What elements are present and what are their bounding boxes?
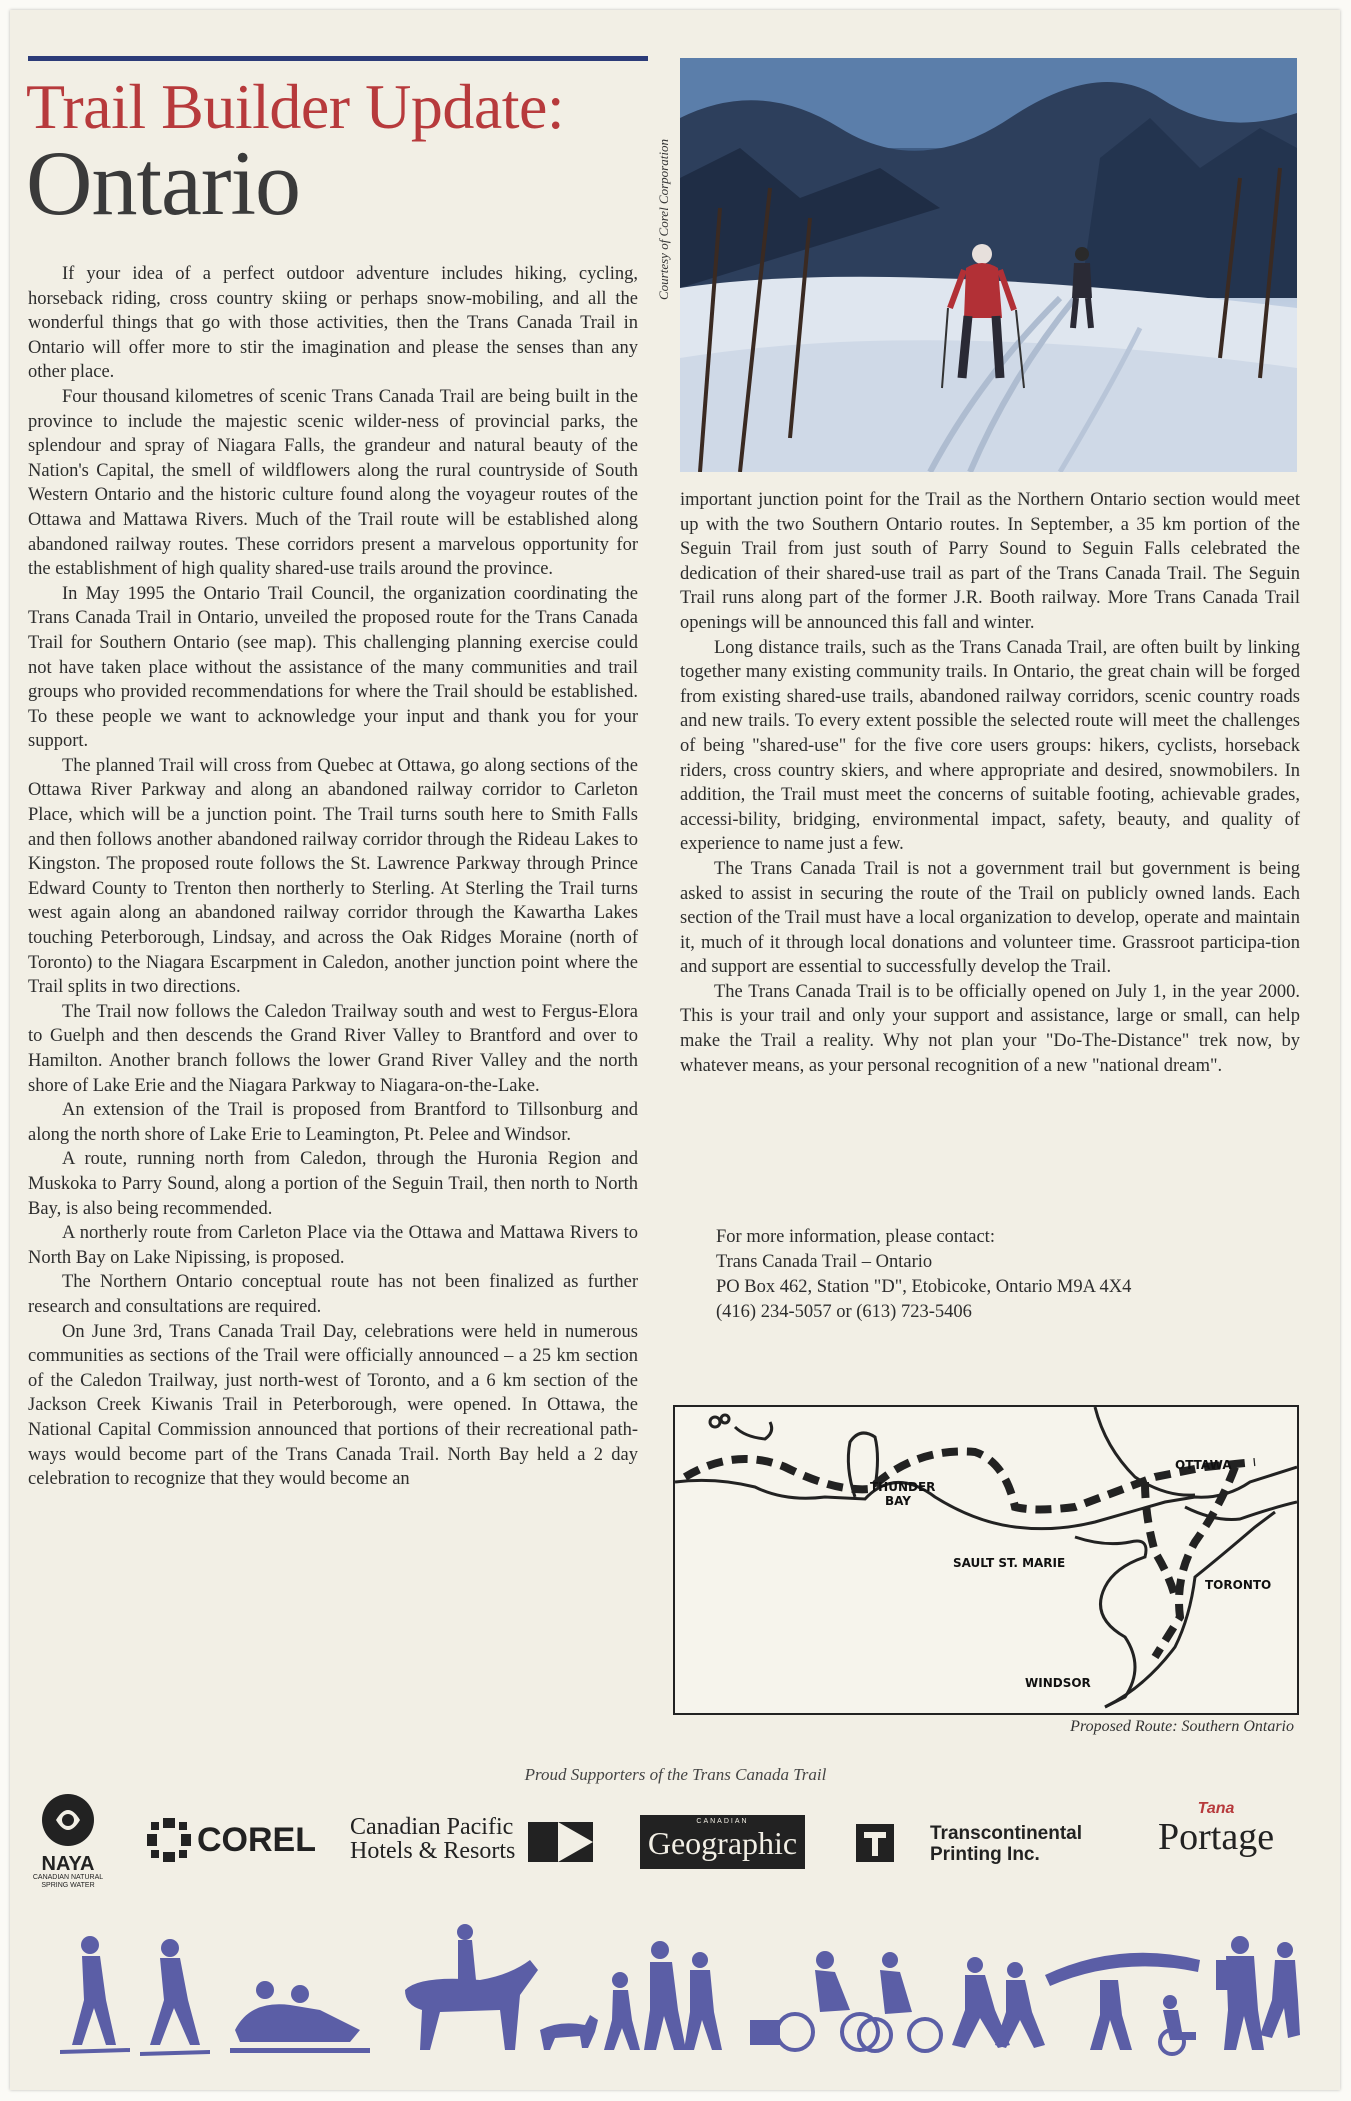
hiker-icon	[644, 1941, 686, 2050]
cp-multimark-icon	[528, 1822, 593, 1862]
corel-logo	[145, 1815, 316, 1865]
corel-balloon-icon	[145, 1816, 193, 1864]
naya-name: NAYA	[41, 1853, 95, 1875]
horse-rider-icon	[405, 1924, 538, 2050]
corel-name: COREL	[197, 1820, 316, 1859]
map-label-windsor: WINDSOR	[1025, 1676, 1091, 1690]
cyclist-icon	[859, 1952, 941, 2051]
runner-icon	[995, 1962, 1045, 2048]
paragraph: important junction point for the Trail as the Northern Ontario section would meet up with the two Southern Ontario routes. In September, a 35 km portion of the Seguin Trail from just south of Parry Sound to Seguin Falls celebrated the dedication of their shared-use trail as part of the Trans Canada Trail. The Seguin Trail runs along part of the former J.R. Booth railway. More Trans Canada Trail openings will be announced this fall and winter.	[680, 490, 1300, 633]
paragraph: If your idea of a perfect outdoor adventure includes hiking, cycling, horseback riding, cross country skiing or perhaps snow-mobiling, and all the wonderful things that go with those activities, then the Trans Canada Trail in Ontario will offer more to stir the imagination and please the senses than any other place.	[28, 264, 638, 383]
map-label-thunder-bay: THUNDER	[870, 1480, 936, 1494]
paragraph: On June 3rd, Trans Canada Trail Day, celebrations were held in numerous communities as sections of the Trail were officially announced – a 25 km section of the Caledon Trailway, just north-west of Toronto, and a 6 km section of the Jackson Creek Kiwanis Trail in Peterborough, were opened. In Ottawa, the National Capital Commission announced that portions of their recreational path-ways would become part of the Trans Canada Trail. North Bay held a 2 day celebration to recognize that they would become an	[28, 1321, 638, 1490]
paragraph: The planned Trail will cross from Quebec at Ottawa, go along sections of the Ottawa River Parkway and along an abandoned railway corridor to Carleton Place, which will be a junction point. The Trail turns south here to Smith Falls and then follows another abandoned railway corridor through the Rideau Lakes to Kingston. The proposed route follows the St. Lawrence Parkway through Prince Edward County to Trenton then northerly to Sterling. At Sterling the Trail turns west again along an abandoned railway corridor through the Kawartha Lakes touching Peterborough, Lindsay, and across the Oak Ridges Moraine (north of Toronto) to the Niagara Escarpment in Caledon, another junction point where the Trail splits in two directions.	[28, 755, 638, 998]
cp-emblem	[528, 1822, 593, 1866]
trail-users-figures	[60, 1920, 1300, 2060]
skier-icon	[60, 1936, 130, 2054]
canadian-geographic-logo	[640, 1815, 805, 1869]
wheelchair-icon	[1160, 1995, 1196, 2054]
naya-logo	[28, 1790, 108, 1890]
paragraph: The Northern Ontario conceptual route has not been finalized as further research and consultations are required.	[28, 1272, 638, 1317]
contact-block	[716, 1225, 1276, 1325]
contact-intro: For more information, please contact:	[716, 1227, 995, 1247]
contact-address: PO Box 462, Station "D", Etobicoke, Ontario M9A 4X4	[716, 1277, 1132, 1297]
hiker-icon	[684, 1952, 722, 2050]
naya-emblem-icon	[38, 1790, 98, 1850]
map-caption: Proposed Route: Southern Ontario	[1070, 1718, 1294, 1735]
map-label-thunder-bay-2: BAY	[885, 1494, 911, 1508]
naya-sub2: SPRING WATER	[41, 1882, 95, 1889]
transcontinental-icon	[856, 1824, 894, 1862]
paragraph: A route, running north from Caledon, through the Huronia Region and Muskoka to Parry Sound, along a portion of the Seguin Trail, then north to North Bay, is also being recommended.	[28, 1149, 638, 1219]
tana-name: Tana	[1197, 1800, 1235, 1817]
dog-icon	[540, 2015, 598, 2050]
paragraph: A northerly route from Carleton Place via the Ottawa and Mattawa Rivers to North Bay on Lake Nipissing, is proposed.	[28, 1223, 638, 1268]
header-rule	[28, 56, 648, 61]
ontario-map	[675, 1407, 1297, 1713]
cp-line2: Hotels & Resorts	[350, 1838, 516, 1864]
backpacker-icon	[1216, 1936, 1264, 2050]
page-subtitle: Ontario	[26, 132, 301, 234]
skiers-photo	[680, 58, 1297, 472]
paragraph: The Trail now follows the Caledon Trailway south and west to Fergus-Elora to Guelph and then descends the Grand River Valley to Brantford and over to Hamilton. Another branch follows the lower Grand River Valley and the north shore of Lake Erie and the Niagara Parkway to Niagara-on-the-Lake.	[28, 1001, 638, 1096]
geo-name: Geographic	[647, 1825, 798, 1861]
supporters-title: Proud Supporters of the Trans Canada Trail	[524, 1765, 827, 1784]
contact-org: Trans Canada Trail – Ontario	[716, 1252, 933, 1272]
skater-icon	[1260, 1942, 1300, 2038]
map-label-toronto: TORONTO	[1205, 1578, 1272, 1592]
paragraph: The Trans Canada Trail is not a government trail but government is being asked to assist in securing the route of the Trail on publicly owned lands. Each section of the Trail must have a local organization to develop, operate and maintain it, much of it through local donations and volunteer time. Grassroot participa-tion and support are essential to successfully develop the Trail.	[680, 858, 1300, 978]
page-title: Trail Builder Update:	[26, 71, 565, 142]
tc-line1: Transcontinental	[930, 1823, 1083, 1844]
paragraph: The Trans Canada Trail is to be officially opened on July 1, in the year 2000. This is your trail and only your support and assistance, large or small, can help make the Trail a reality. Why not plan your "Do-The-Distance" trek now, by whatever means, as your personal recognition of a new "national dream".	[680, 981, 1300, 1076]
map-label-sault: SAULT ST. MARIE	[953, 1556, 1066, 1570]
article-left-column	[28, 262, 638, 1492]
portage-name: Portage	[1158, 1816, 1275, 1858]
paragraph: Four thousand kilometres of scenic Trans Canada Trail are being built in the province to include the majestic scenic wilder-ness of provincial parks, the splendour and spray of Niagara Falls, the grandeur and natural beauty of the Nation's Capital, the smell of wildflowers along the rural countryside of South Western Ontario and the historic culture found along the voyageur routes of the Ottawa and Mattawa Rivers. Much of the Trail route will be established along abandoned railway routes. These corridors present a marvelous opportunity for the establishment of high quality shared-use trails around the province.	[28, 386, 638, 580]
article-right-column	[680, 488, 1300, 1078]
photo-credit: Courtesy of Corel Corporation	[656, 139, 671, 300]
snowmobile-icon	[230, 1981, 370, 2053]
transcontinental-logo	[930, 1823, 1082, 1865]
paragraph: An extension of the Trail is proposed from Brantford to Tillsonburg and along the north shore of Lake Erie to Leamington, Pt. Pelee and Windsor.	[28, 1100, 638, 1145]
cp-hotels-logo	[350, 1815, 515, 1863]
naya-sub1: CANADIAN NATURAL	[32, 1874, 104, 1881]
paragraph: In May 1995 the Ontario Trail Council, the organization coordinating the Trans Canada Trail in Ontario, unveiled the proposed route for the Trans Canada Trail for Southern Ontario (see map). This challenging planning exercise could not have taken place without the assistance of the many communities and trail groups who provided recommendations for where the Trail should be established. To these people we want to acknowledge your input and thank you for your support.	[28, 583, 638, 752]
tc-line2: Printing Inc.	[930, 1844, 1040, 1865]
walker-icon	[604, 1972, 640, 2050]
winter-scene-illustration	[680, 58, 1297, 472]
tana-portage-logo	[1158, 1800, 1274, 1856]
trail-users-illustration	[60, 1920, 1300, 2060]
cp-line1: Canadian Pacific	[350, 1814, 514, 1840]
skier-icon	[140, 1939, 210, 2056]
route-map	[673, 1405, 1299, 1715]
map-label-ottawa: OTTAWA	[1175, 1458, 1232, 1472]
geo-small: CANADIAN	[696, 1818, 749, 1825]
transcontinental-emblem	[856, 1824, 894, 1866]
paragraph: Long distance trails, such as the Trans Canada Trail, are often built by linking together many existing community trails. In Ontario, the great chain will be forged from existing shared-use trails, abandoned railway corridors, scenic country roads and new trails. To every extent possible the selected route will meet the challenges of being "shared-use" for the five core users groups: hikers, cyclists, horseback riders, cross country skiers, and where appropriate and desired, snowmobilers. In addition, the Trail must meet the concerns of suitable footing, achievable grades, accessi-bility, bridging, environmental impact, safety, beauty, and quality of experience to name just a few.	[680, 637, 1300, 855]
contact-phone: (416) 234-5057 or (613) 723-5406	[716, 1302, 972, 1322]
